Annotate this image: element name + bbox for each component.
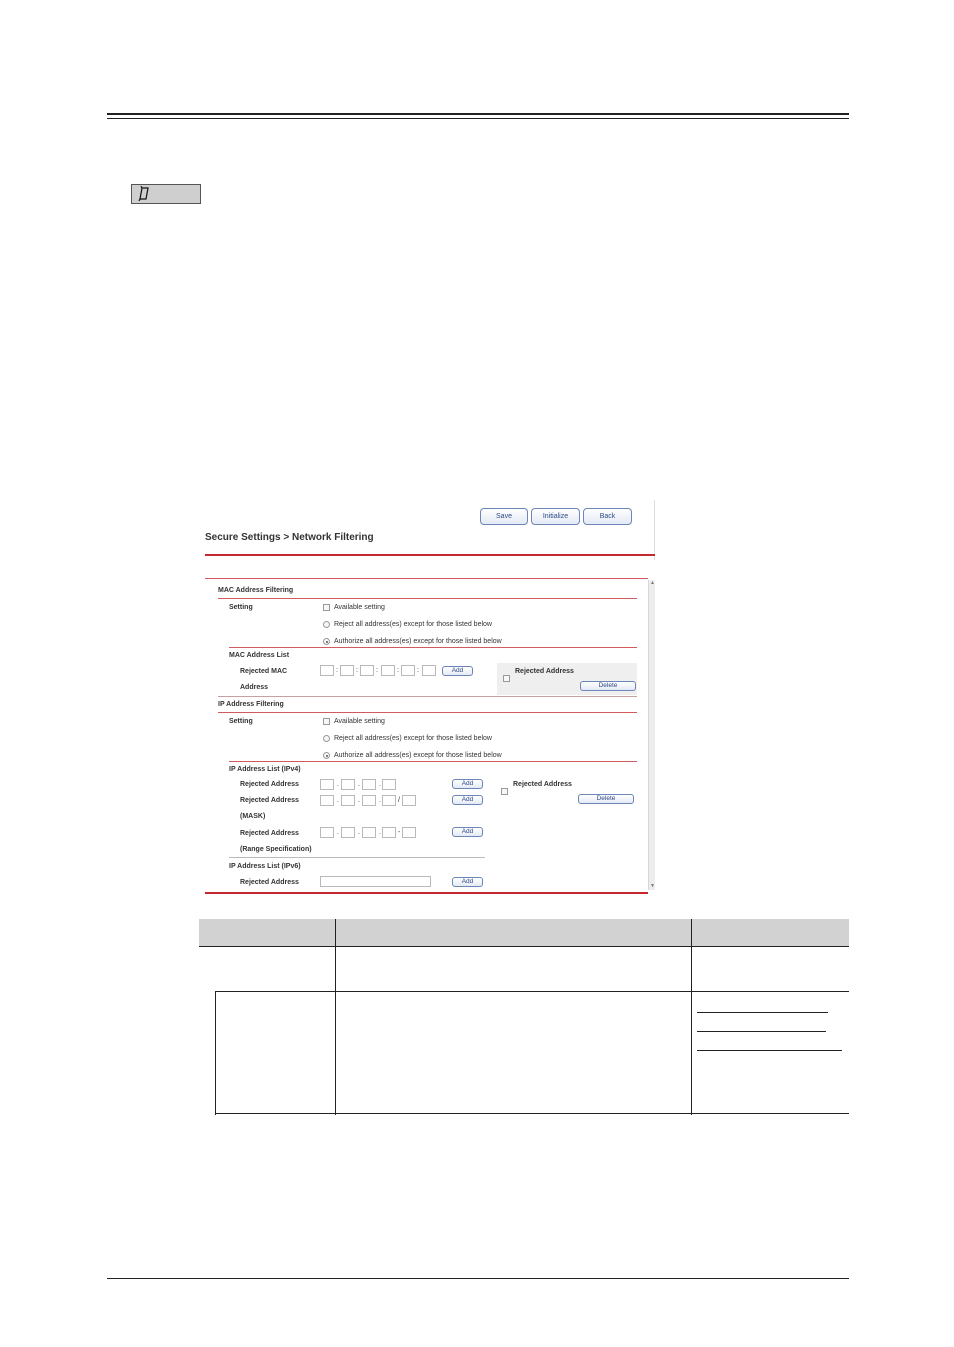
mac-setting-label: Setting xyxy=(229,604,253,611)
ipv4-octet-3[interactable] xyxy=(362,779,376,790)
mac-octet-3[interactable] xyxy=(360,665,374,676)
table-header-rule xyxy=(199,946,849,947)
ipv6-list-title: IP Address List (IPv6) xyxy=(229,863,301,870)
ip-rejected-select-all[interactable] xyxy=(501,788,508,795)
ip-setting-label: Setting xyxy=(229,718,253,725)
panel-bottom-rule xyxy=(205,892,648,894)
ip-reject-radio[interactable] xyxy=(323,735,330,742)
ipv4-add-button[interactable]: Add xyxy=(452,779,483,789)
ip-authorize-label: Authorize all address(es) except for those listed below xyxy=(334,752,502,759)
rejected-mac-label: Rejected MAC xyxy=(240,668,288,675)
note-badge xyxy=(131,184,201,204)
range-end[interactable] xyxy=(402,827,416,838)
mask-octet-4[interactable] xyxy=(382,795,396,806)
mac-setting-rule xyxy=(229,647,637,648)
mac-octet-6[interactable] xyxy=(422,665,436,676)
mac-section-rule xyxy=(218,598,637,599)
note-pencil-icon xyxy=(137,186,151,202)
mac-rejected-select-all[interactable] xyxy=(503,675,510,682)
ipv4-range-sub: (Range Specification) xyxy=(240,846,312,853)
mac-octet-5[interactable] xyxy=(401,665,415,676)
header-rule xyxy=(107,113,849,115)
ip-delete-button[interactable]: Delete xyxy=(578,794,634,804)
scroll-up-icon[interactable]: ▲ xyxy=(650,580,655,586)
ip-available-label: Available setting xyxy=(334,718,385,725)
mask-octet-1[interactable] xyxy=(320,795,334,806)
ipv4-mask-label: Rejected Address xyxy=(240,797,299,804)
table-col-divider-2 xyxy=(691,919,692,1115)
mac-available-checkbox[interactable] xyxy=(323,604,330,611)
link-underline-2[interactable] xyxy=(697,1031,826,1032)
mac-list-title: MAC Address List xyxy=(229,652,290,659)
mac-add-button[interactable]: Add xyxy=(442,666,473,676)
ipv4-octet-4[interactable] xyxy=(382,779,396,790)
mac-available-label: Available setting xyxy=(334,604,385,611)
mac-delete-button[interactable]: Delete xyxy=(580,681,636,691)
table-row-rule xyxy=(215,991,849,992)
mask-octet-3[interactable] xyxy=(362,795,376,806)
range-octet-1[interactable] xyxy=(320,827,334,838)
table-indent-divider xyxy=(215,991,216,1115)
mac-octet-2[interactable] xyxy=(340,665,354,676)
mac-octet-4[interactable] xyxy=(381,665,395,676)
link-underline-1[interactable] xyxy=(697,1012,828,1013)
mac-reject-radio[interactable] xyxy=(323,621,330,628)
mask-octet-2[interactable] xyxy=(341,795,355,806)
mac-octet-1[interactable] xyxy=(320,665,334,676)
content-top-rule xyxy=(205,578,648,579)
ip-rejected-header: Rejected Address xyxy=(513,781,572,788)
header-rule-thin xyxy=(107,118,849,119)
scrollbar[interactable] xyxy=(648,580,655,890)
ipv4-end-rule xyxy=(229,857,485,858)
ipv4-rejected-label: Rejected Address xyxy=(240,781,299,788)
frame-edge xyxy=(654,500,655,560)
ipv4-mask-sub: (MASK) xyxy=(240,813,266,820)
ip-setting-rule xyxy=(229,761,637,762)
initialize-button[interactable]: Initialize xyxy=(531,508,580,525)
ipv4-range-label: Rejected Address xyxy=(240,830,299,837)
mac-rejected-header: Rejected Address xyxy=(515,668,574,675)
table-header-row xyxy=(199,919,849,946)
range-octet-2[interactable] xyxy=(341,827,355,838)
range-octet-4[interactable] xyxy=(382,827,396,838)
mac-authorize-label: Authorize all address(es) except for those listed below xyxy=(334,638,502,645)
ip-section-rule xyxy=(218,712,637,713)
range-add-button[interactable]: Add xyxy=(452,827,483,837)
mac-section-end-rule xyxy=(218,696,637,697)
mac-section-title: MAC Address Filtering xyxy=(218,587,294,594)
ip-authorize-radio[interactable] xyxy=(323,752,330,759)
page-title: Secure Settings > Network Filtering xyxy=(205,532,374,543)
range-octet-3[interactable] xyxy=(362,827,376,838)
ip-section-title: IP Address Filtering xyxy=(218,701,284,708)
ipv6-address-input[interactable] xyxy=(320,876,431,887)
ipv6-rejected-label: Rejected Address xyxy=(240,879,299,886)
save-button[interactable]: Save xyxy=(480,508,528,525)
mac-reject-label: Reject all address(es) except for those listed below xyxy=(334,621,492,628)
ip-available-checkbox[interactable] xyxy=(323,718,330,725)
footer-rule xyxy=(107,1278,849,1279)
mask-add-button[interactable]: Add xyxy=(452,795,483,805)
scroll-down-icon[interactable]: ▼ xyxy=(650,883,655,889)
mask-bits[interactable] xyxy=(402,795,416,806)
ipv4-octet-2[interactable] xyxy=(341,779,355,790)
network-filtering-screenshot: Save Initialize Back Secure Settings > Network Filtering ▲ ▼ MAC Address Filtering Setting Available setting Reject all address(es) except for those listed below Authorize all address(es) except for those listed below MAC Address List Rejected MAC Address : : : : : Add Rejected Address Delete IP Address Filtering Setting Available setting Reject all address(es) except for those listed below Authorize all address(es) except for those listed below IP Address List (IPv4) Rejected Address . . . Add Rejected Address (MASK) . . . / Add Rejected Address (Range Specification) . . . - Add Rejected Address Delete IP Address List (IPv6) Rejected Address Add xyxy=(205,500,655,898)
title-rule xyxy=(205,554,655,556)
ipv4-octet-1[interactable] xyxy=(320,779,334,790)
ip-reject-label: Reject all address(es) except for those listed below xyxy=(334,735,492,742)
ipv6-add-button[interactable]: Add xyxy=(452,877,483,887)
link-underline-3[interactable] xyxy=(697,1050,842,1051)
table-col-divider-1 xyxy=(335,919,336,1115)
rejected-mac-label-2: Address xyxy=(240,684,269,691)
ipv4-list-title: IP Address List (IPv4) xyxy=(229,766,301,773)
back-button[interactable]: Back xyxy=(583,508,632,525)
mac-authorize-radio[interactable] xyxy=(323,638,330,645)
table-bottom-rule xyxy=(215,1113,849,1114)
